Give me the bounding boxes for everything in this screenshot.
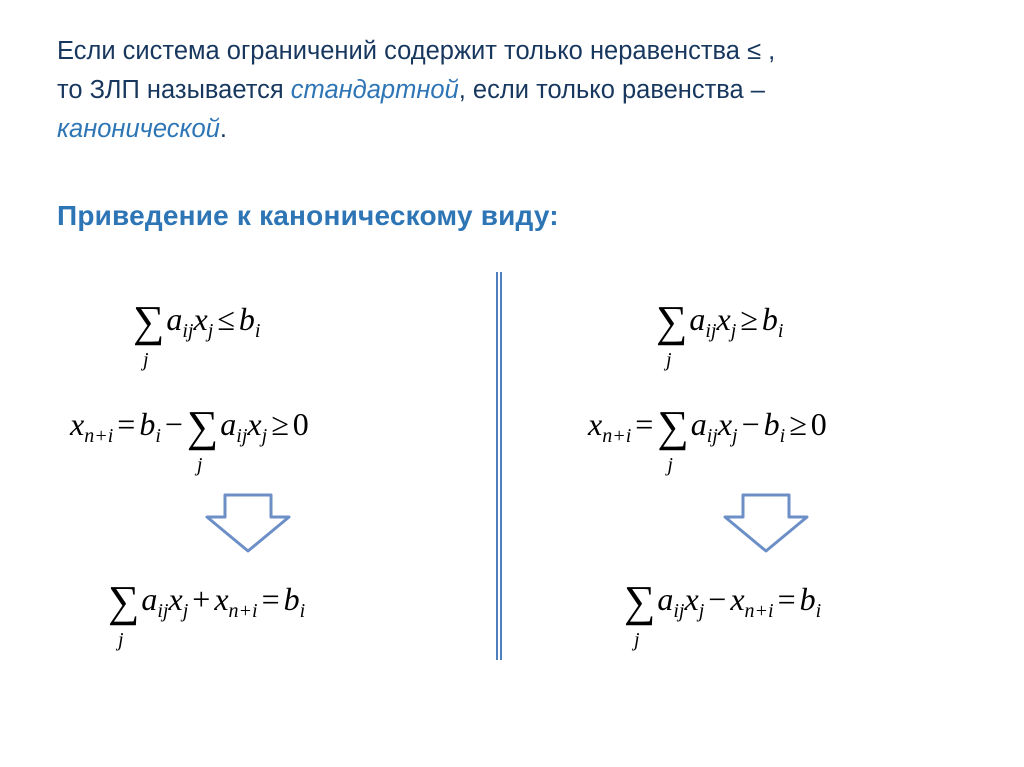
down-arrow-icon: [721, 493, 811, 553]
term-standard: стандартной: [290, 76, 459, 104]
sum-symbol: ∑ j: [657, 402, 689, 476]
sum-symbol: ∑ j: [656, 297, 688, 371]
sum-symbol: ∑ j: [108, 577, 140, 651]
sum-symbol: ∑ j: [133, 297, 165, 371]
left-slack-definition: $x_{n+i} = b_i$ −∑ j $a_{ij}x_j \ge 0$: [70, 402, 309, 476]
down-arrow-icon: [203, 493, 293, 553]
intro-line-2-start: то ЗЛП называется: [57, 76, 291, 104]
intro-paragraph: [57, 32, 957, 149]
right-slack-definition: $x_{n+i}$ =∑ j $a_{ij}x_j - b_i \ge 0$: [588, 402, 827, 476]
term-canonical: канонической: [57, 115, 220, 143]
left-canonical-equation: ∑ j $a_{ij}x_j + x_{n+i} = b_i$: [108, 577, 306, 651]
left-inequality-le: ∑ j $a_{ij}x_j \le b_i$: [133, 297, 261, 371]
intro-line-2-end: , если только равенства –: [458, 76, 765, 104]
sum-symbol: ∑ j: [624, 577, 656, 651]
column-divider: [496, 272, 502, 660]
right-inequality-ge: ∑ j $a_{ij}x_j \ge b_i$: [656, 297, 784, 371]
right-canonical-equation: ∑ j $a_{ij}x_j - x_{n+i} = b_i$: [624, 577, 822, 651]
sum-symbol: ∑ j: [186, 402, 219, 476]
intro-line-3: [57, 110, 957, 149]
intro-line-3-end: .: [219, 115, 227, 143]
intro-line-1: Если система ограничений содержит только неравенства ≤ ,: [57, 37, 776, 65]
intro-line-2: [57, 71, 957, 110]
section-heading: Приведение к каноническому виду:: [57, 200, 559, 231]
